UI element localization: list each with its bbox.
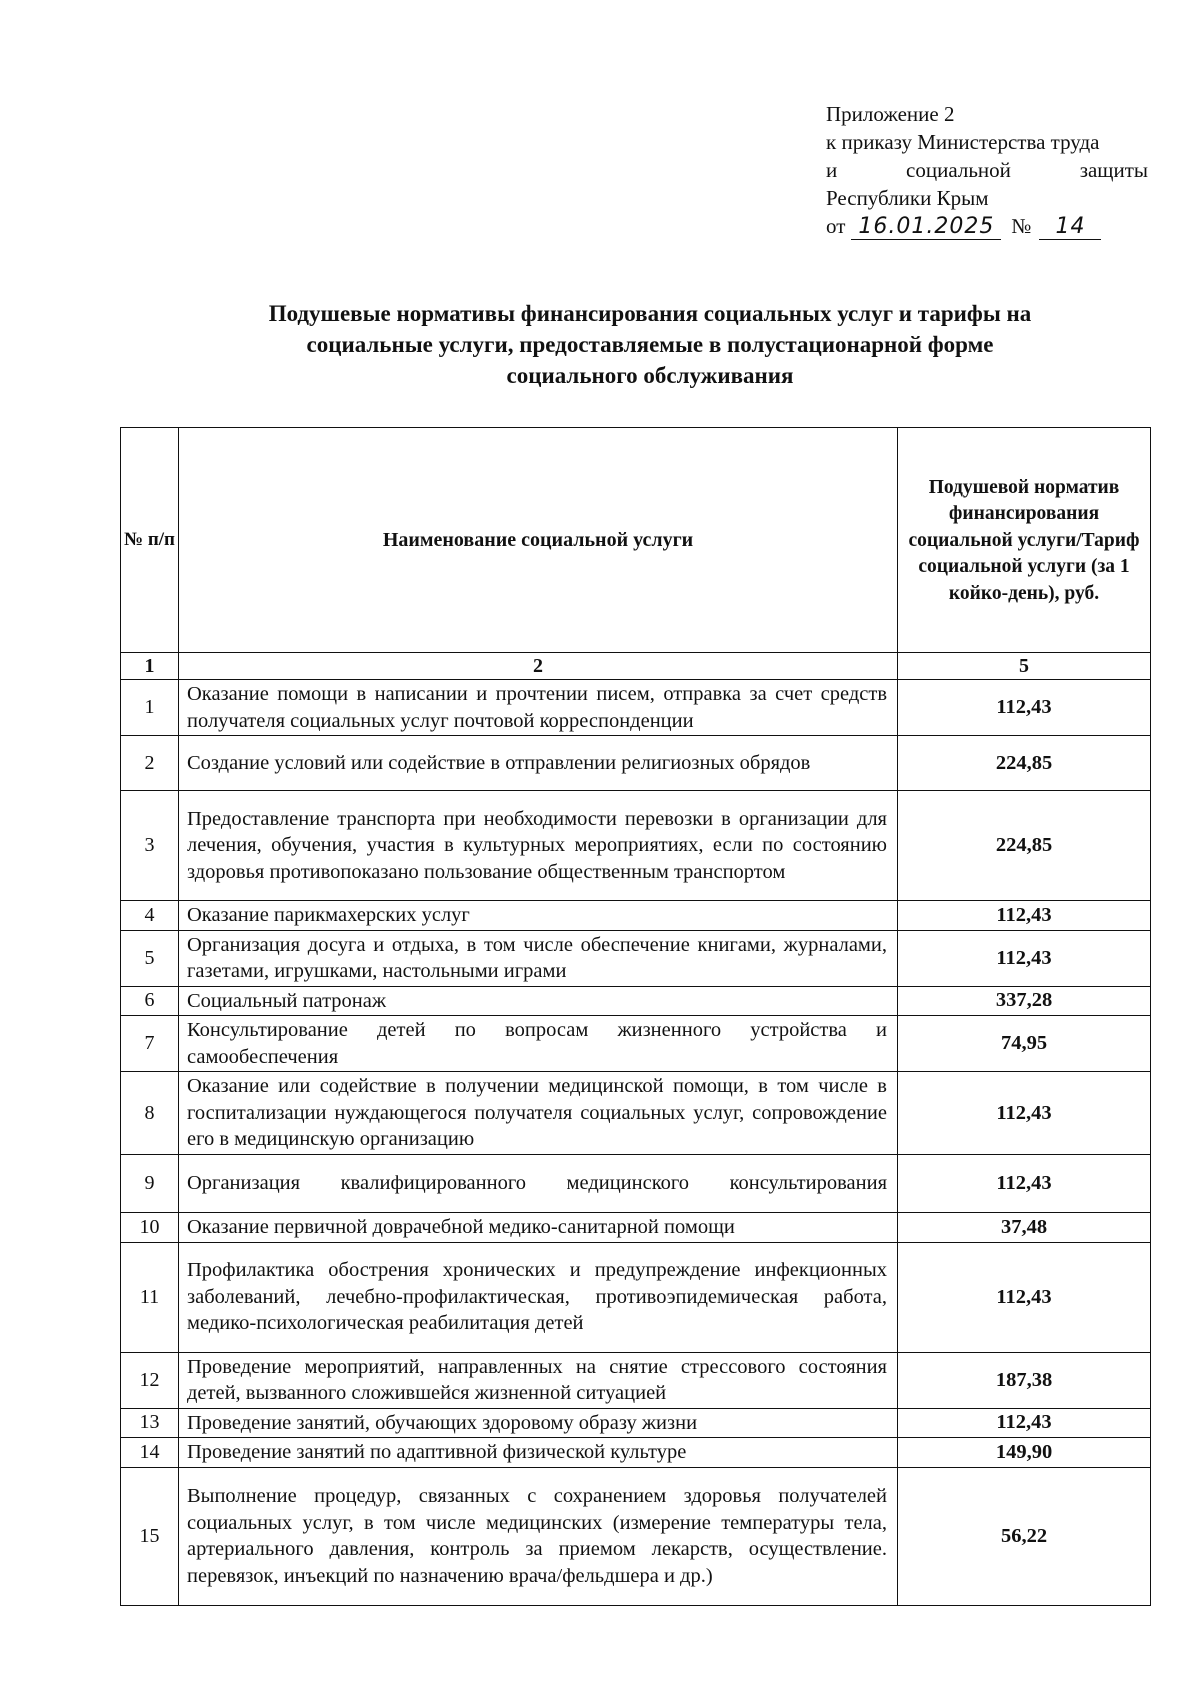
appendix-word: социальной — [906, 158, 1011, 182]
title-line-1: Подушевые нормативы финансирования социальных услуг и тарифы на — [268, 301, 1032, 326]
table-row — [121, 930, 1151, 986]
table-row — [121, 1155, 1151, 1213]
table-row — [121, 680, 1151, 736]
tariff-value: 224,85 — [898, 736, 1151, 791]
row-number: 5 — [121, 930, 179, 986]
service-name: Оказание первичной доврачебной медико-санитарной помощи — [179, 1213, 898, 1243]
column-index: 5 — [898, 653, 1151, 680]
tariff-value: 37,48 — [898, 1213, 1151, 1243]
appendix-word: защиты — [1079, 158, 1148, 182]
appendix-word: и — [826, 158, 838, 182]
column-index: 1 — [121, 653, 179, 680]
service-name: Проведение мероприятий, направленных на снятие стрессового состояния детей, вызванного сложившейся жизненной ситуацией — [179, 1352, 898, 1408]
appendix-order-ref: к приказу Министерства труда — [826, 130, 1100, 154]
tariff-value: 56,22 — [898, 1467, 1151, 1605]
tariff-value: 224,85 — [898, 791, 1151, 901]
row-number: 7 — [121, 1016, 179, 1072]
header-number: № п/п — [121, 428, 179, 653]
row-number: 6 — [121, 986, 179, 1016]
title-line-2: социальные услуги, предоставляемые в полустационарной форме — [306, 332, 994, 357]
tariff-value: 149,90 — [898, 1438, 1151, 1468]
row-number: 8 — [121, 1072, 179, 1155]
appendix-block — [826, 100, 1148, 240]
service-name: Консультирование детей по вопросам жизненного устройства и самообеспечения — [179, 1016, 898, 1072]
service-name: Оказание или содействие в получении медицинской помощи, в том числе в госпитализации нуждающегося получателя социальных услуг, сопровождение его в медицинскую организацию — [179, 1072, 898, 1155]
table-row — [121, 1072, 1151, 1155]
service-name: Проведение занятий по адаптивной физической культуре — [179, 1438, 898, 1468]
tariff-value: 112,43 — [898, 1242, 1151, 1352]
tariff-value: 337,28 — [898, 986, 1151, 1016]
appendix-republic: Республики Крым — [826, 186, 989, 210]
tariff-value: 112,43 — [898, 901, 1151, 931]
service-name: Организация квалифицированного медицинского консультирования — [179, 1155, 898, 1213]
from-label: от — [826, 214, 846, 238]
number-label: № — [1011, 214, 1032, 238]
tariff-value: 187,38 — [898, 1352, 1151, 1408]
row-number: 10 — [121, 1213, 179, 1243]
handwritten-number: 14 — [1039, 215, 1101, 240]
row-number: 11 — [121, 1242, 179, 1352]
table-row — [121, 901, 1151, 931]
appendix-date-number-line — [826, 212, 1148, 240]
table-header-row — [121, 428, 1151, 653]
table-row — [121, 1408, 1151, 1438]
tariff-value: 112,43 — [898, 1155, 1151, 1213]
service-name: Профилактика обострения хронических и предупреждение инфекционных заболеваний, лечебно-профилактическая, противоэпидемическая работа, медико-психологическая реабилитация детей — [179, 1242, 898, 1352]
tariff-value: 112,43 — [898, 680, 1151, 736]
column-index-row — [121, 653, 1151, 680]
table-row — [121, 1242, 1151, 1352]
table-row — [121, 1467, 1151, 1605]
appendix-number: Приложение 2 — [826, 102, 955, 126]
table-row — [121, 986, 1151, 1016]
header-tariff: Подушевой норматив финансирования социальной услуги/Тариф социальной услуги (за 1 койко-день), руб. — [898, 428, 1151, 653]
table-row — [121, 791, 1151, 901]
tariff-value: 74,95 — [898, 1016, 1151, 1072]
handwritten-date: 16.01.2025 — [851, 215, 1001, 240]
service-name: Оказание парикмахерских услуг — [179, 901, 898, 931]
service-name: Социальный патронаж — [179, 986, 898, 1016]
service-name: Организация досуга и отдыха, в том числе обеспечение книгами, журналами, газетами, игрушками, настольными играми — [179, 930, 898, 986]
header-service-name: Наименование социальной услуги — [179, 428, 898, 653]
row-number: 4 — [121, 901, 179, 931]
services-table — [120, 427, 1151, 1606]
row-number: 13 — [121, 1408, 179, 1438]
row-number: 15 — [121, 1467, 179, 1605]
service-name: Выполнение процедур, связанных с сохранением здоровья получателей социальных услуг, в том числе медицинских (измерение температуры тела, артериального давления, контроль за приемом лекарств, осуществление. перевязок, инъекций по назначению врача/фельдшера и др.) — [179, 1467, 898, 1605]
row-number: 9 — [121, 1155, 179, 1213]
table-row — [121, 736, 1151, 791]
service-name: Оказание помощи в написании и прочтении писем, отправка за счет средств получателя социальных услуг почтовой корреспонденции — [179, 680, 898, 736]
table-row — [121, 1352, 1151, 1408]
row-number: 3 — [121, 791, 179, 901]
tariff-value: 112,43 — [898, 1072, 1151, 1155]
table-row — [121, 1213, 1151, 1243]
row-number: 1 — [121, 680, 179, 736]
service-name: Проведение занятий, обучающих здоровому образу жизни — [179, 1408, 898, 1438]
column-index: 2 — [179, 653, 898, 680]
tariff-value: 112,43 — [898, 1408, 1151, 1438]
service-name: Создание условий или содействие в отправлении религиозных обрядов — [179, 736, 898, 791]
row-number: 2 — [121, 736, 179, 791]
title-line-3: социального обслуживания — [506, 363, 794, 388]
table-row — [121, 1016, 1151, 1072]
document-title — [150, 298, 1150, 391]
row-number: 14 — [121, 1438, 179, 1468]
tariff-value: 112,43 — [898, 930, 1151, 986]
table-row — [121, 1438, 1151, 1468]
appendix-ministry-line — [826, 156, 1148, 184]
service-name: Предоставление транспорта при необходимости перевозки в организации для лечения, обучения, участия в культурных мероприятиях, если по состоянию здоровья противопоказано пользование общественным транспортом — [179, 791, 898, 901]
row-number: 12 — [121, 1352, 179, 1408]
